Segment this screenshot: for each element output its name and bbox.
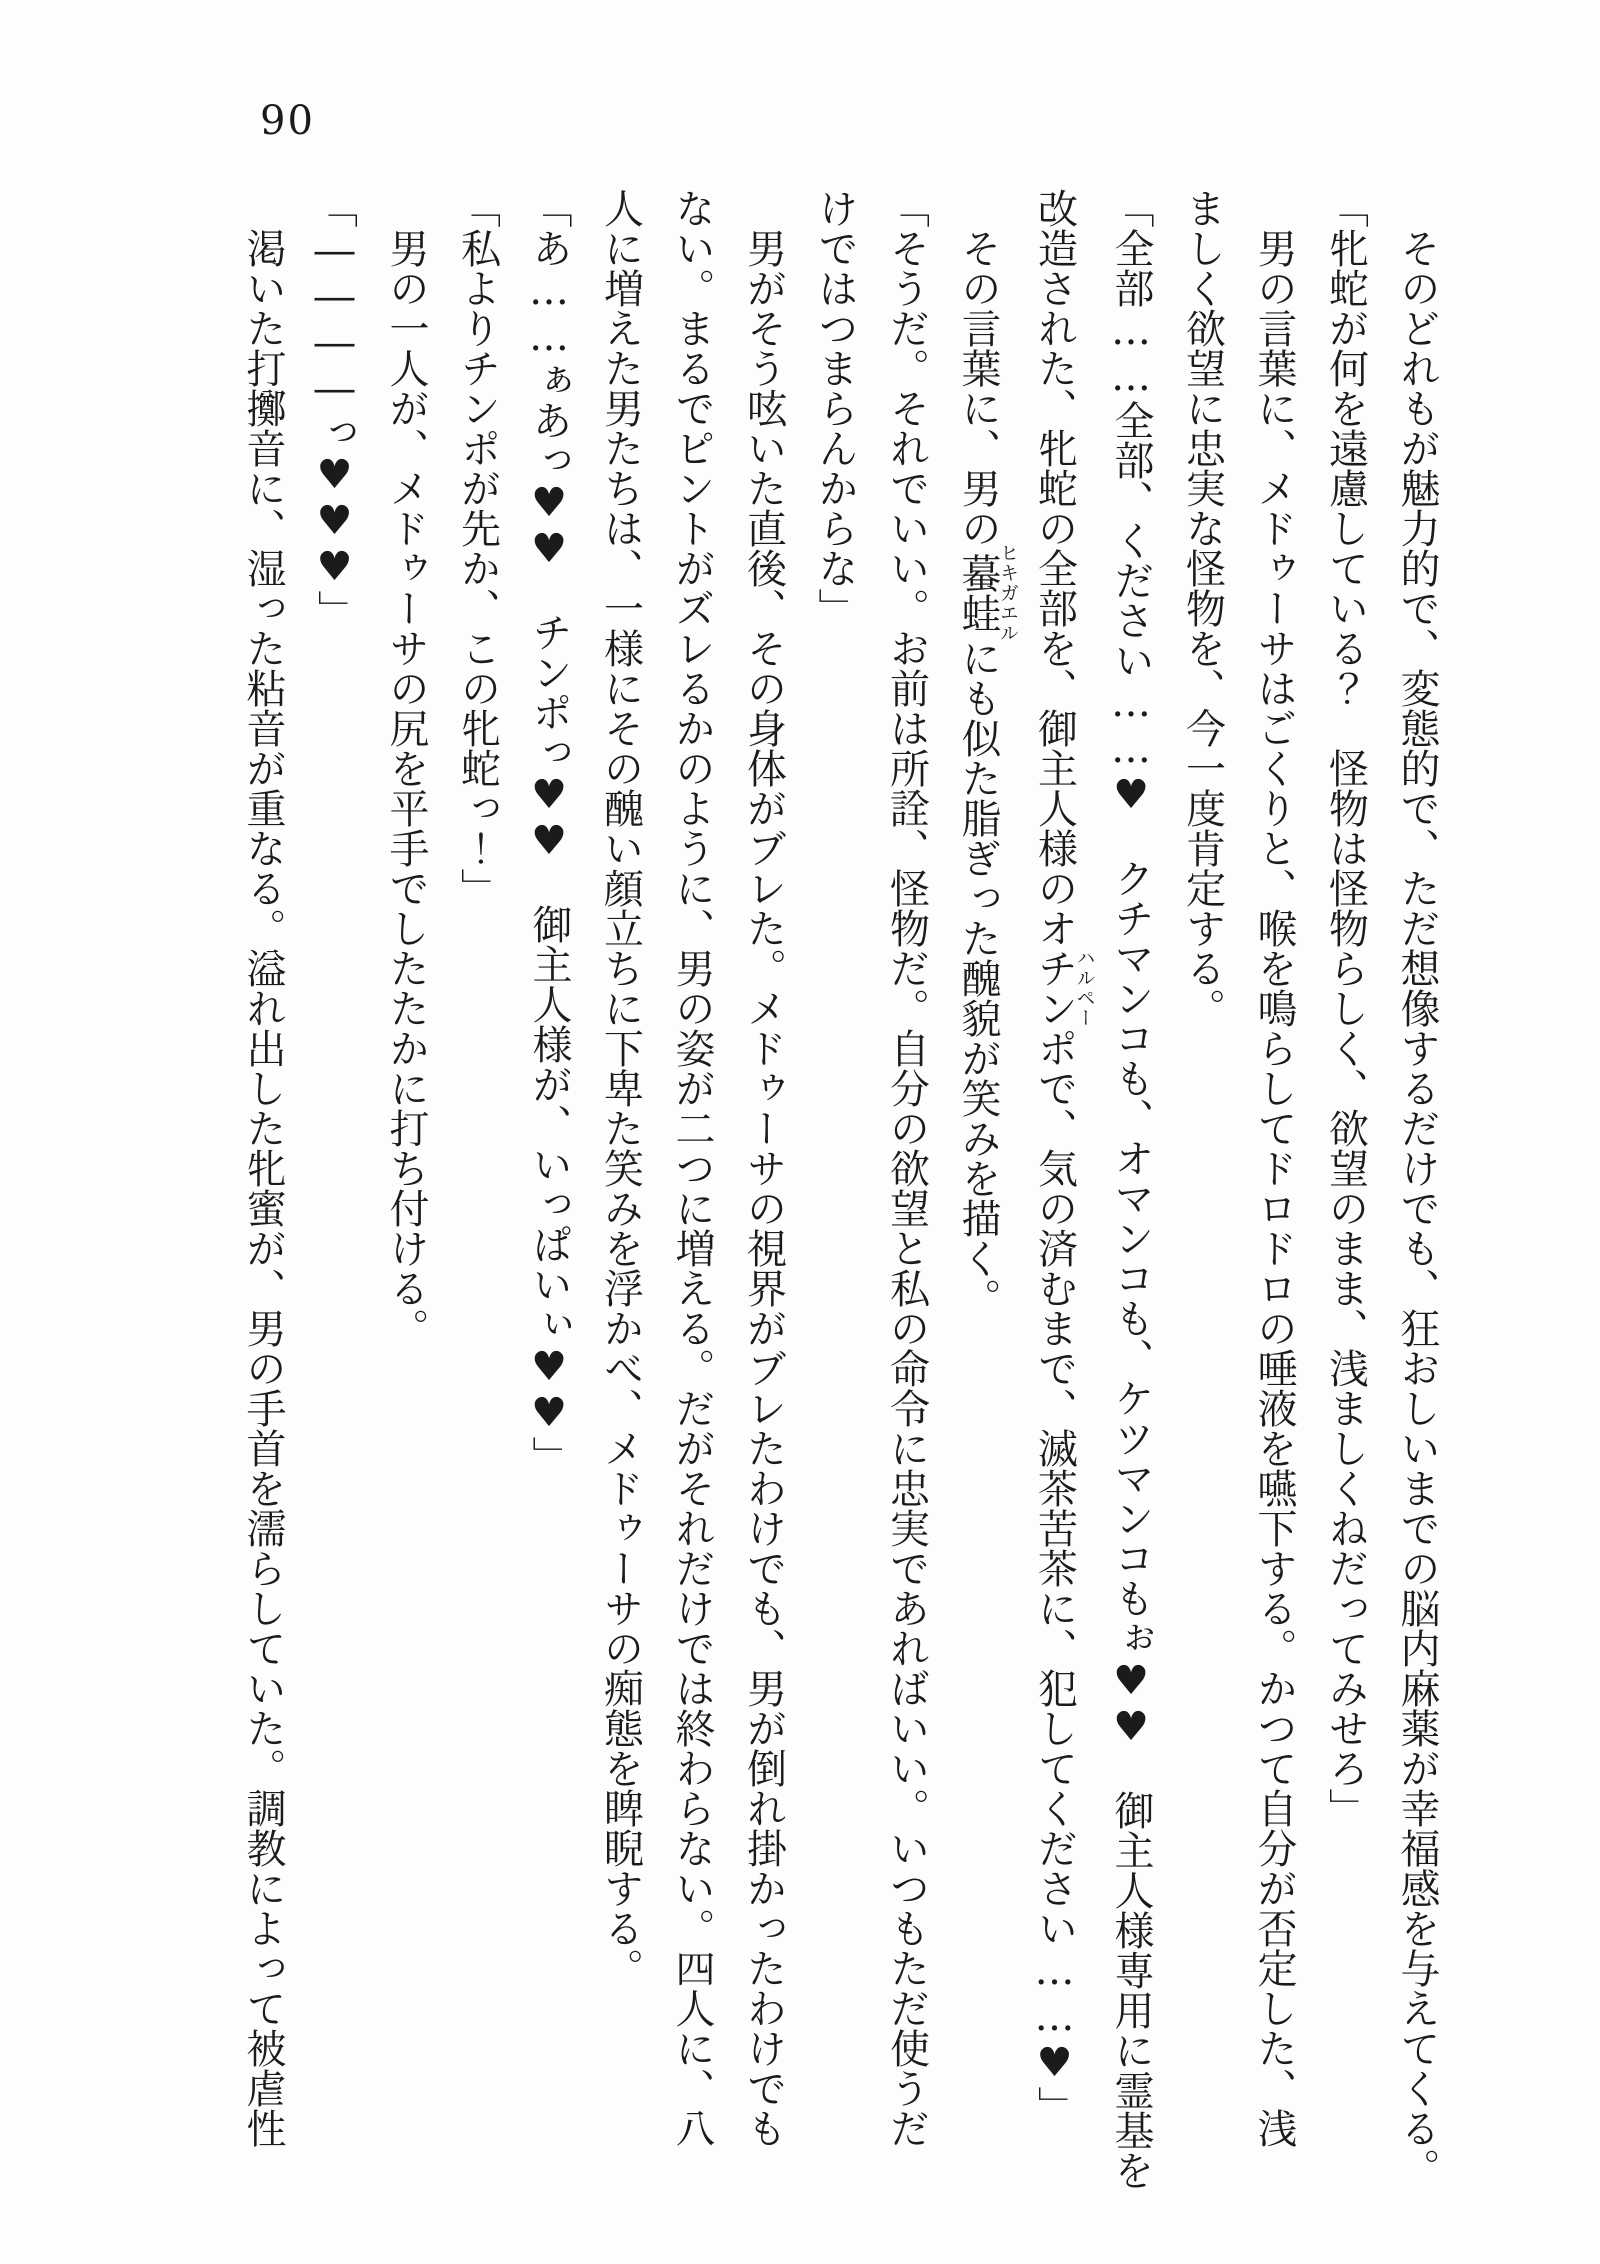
text-block bbox=[227, 188, 1453, 2248]
ruby-annotated-word: オチンポハルペー bbox=[1031, 908, 1096, 1068]
text-line: 「そうだ。それでいい。お前は所詮、怪物だ。自分の欲望と私の命令に忠実であればいい。いつもただ使うだ bbox=[883, 188, 930, 2148]
text-line: 「私よりチンポが先か、この牝蛇っ！」 bbox=[454, 188, 501, 908]
text-line: 「牝蛇が何を遠慮している？ 怪物は怪物らしく、欲望のまま、浅ましくねだってみせろ」 bbox=[1322, 188, 1369, 1828]
text-line: そのどれもが魅力的で、変態的で、ただ想像するだけでも、狂おしいまでの脳内麻薬が幸福感を与えてくる。 bbox=[1394, 228, 1440, 2188]
text-line: けではつまらんからな」 bbox=[812, 188, 858, 628]
text-line: その言葉に、男の蟇蛙ヒキガエルにも似た脂ぎった醜貌が笑みを描く。 bbox=[955, 228, 1019, 1318]
page-number: 90 bbox=[260, 98, 315, 144]
text-line: 渇いた打擲音に、湿った粘音が重なる。溢れ出した牝蜜が、男の手首を濡らしていた。調教によって被虐性 bbox=[240, 228, 286, 2148]
text-line: 人に増えた男たちは、一様にその醜い顔立ちに下卑た笑みを浮かべ、メドゥーサの痴態を睥睨する。 bbox=[597, 188, 644, 1988]
text-line: 男がそう呟いた直後、その身体がブレた。メドゥーサの視界がブレたわけでも、男が倒れ掛かったわけでも bbox=[740, 228, 787, 2148]
text-line: 改造された、牝蛇の全部を、御主人様のオチンポハルペーで、気の済むまで、滅茶苦茶に、犯してください……♥」 bbox=[1031, 188, 1096, 2126]
text-line: ない。まるでピントがズレるかのように、男の姿が二つに増える。だがそれだけでは終わらない。四人に、八 bbox=[669, 188, 715, 2148]
text-line: 「あ……ぁあっ♥♥ チンポっ♥♥ 御主人様が、いっぱいぃ♥♥」 bbox=[526, 188, 572, 1476]
text-line: 男の言葉に、メドゥーサはごくりと、喉を鳴らしてドロドロの唾液を嚥下する。かつて自分が否定した、浅 bbox=[1251, 228, 1297, 2148]
ruby-annotated-word: 蟇蛙ヒキガエル bbox=[955, 543, 1019, 643]
text-line: 「全部……全部、ください……♥ クチマンコも、オマンコも、ケツマンコもぉ♥♥ 御主人様専用に霊基を bbox=[1108, 188, 1154, 2190]
text-line: ましく欲望に忠実な怪物を、今一度肯定する。 bbox=[1179, 188, 1226, 1028]
text-line: 男の一人が、メドゥーサの尻を平手でしたたかに打ち付ける。 bbox=[383, 228, 429, 1348]
text-line: 「――――っ♥♥♥」 bbox=[311, 188, 358, 630]
